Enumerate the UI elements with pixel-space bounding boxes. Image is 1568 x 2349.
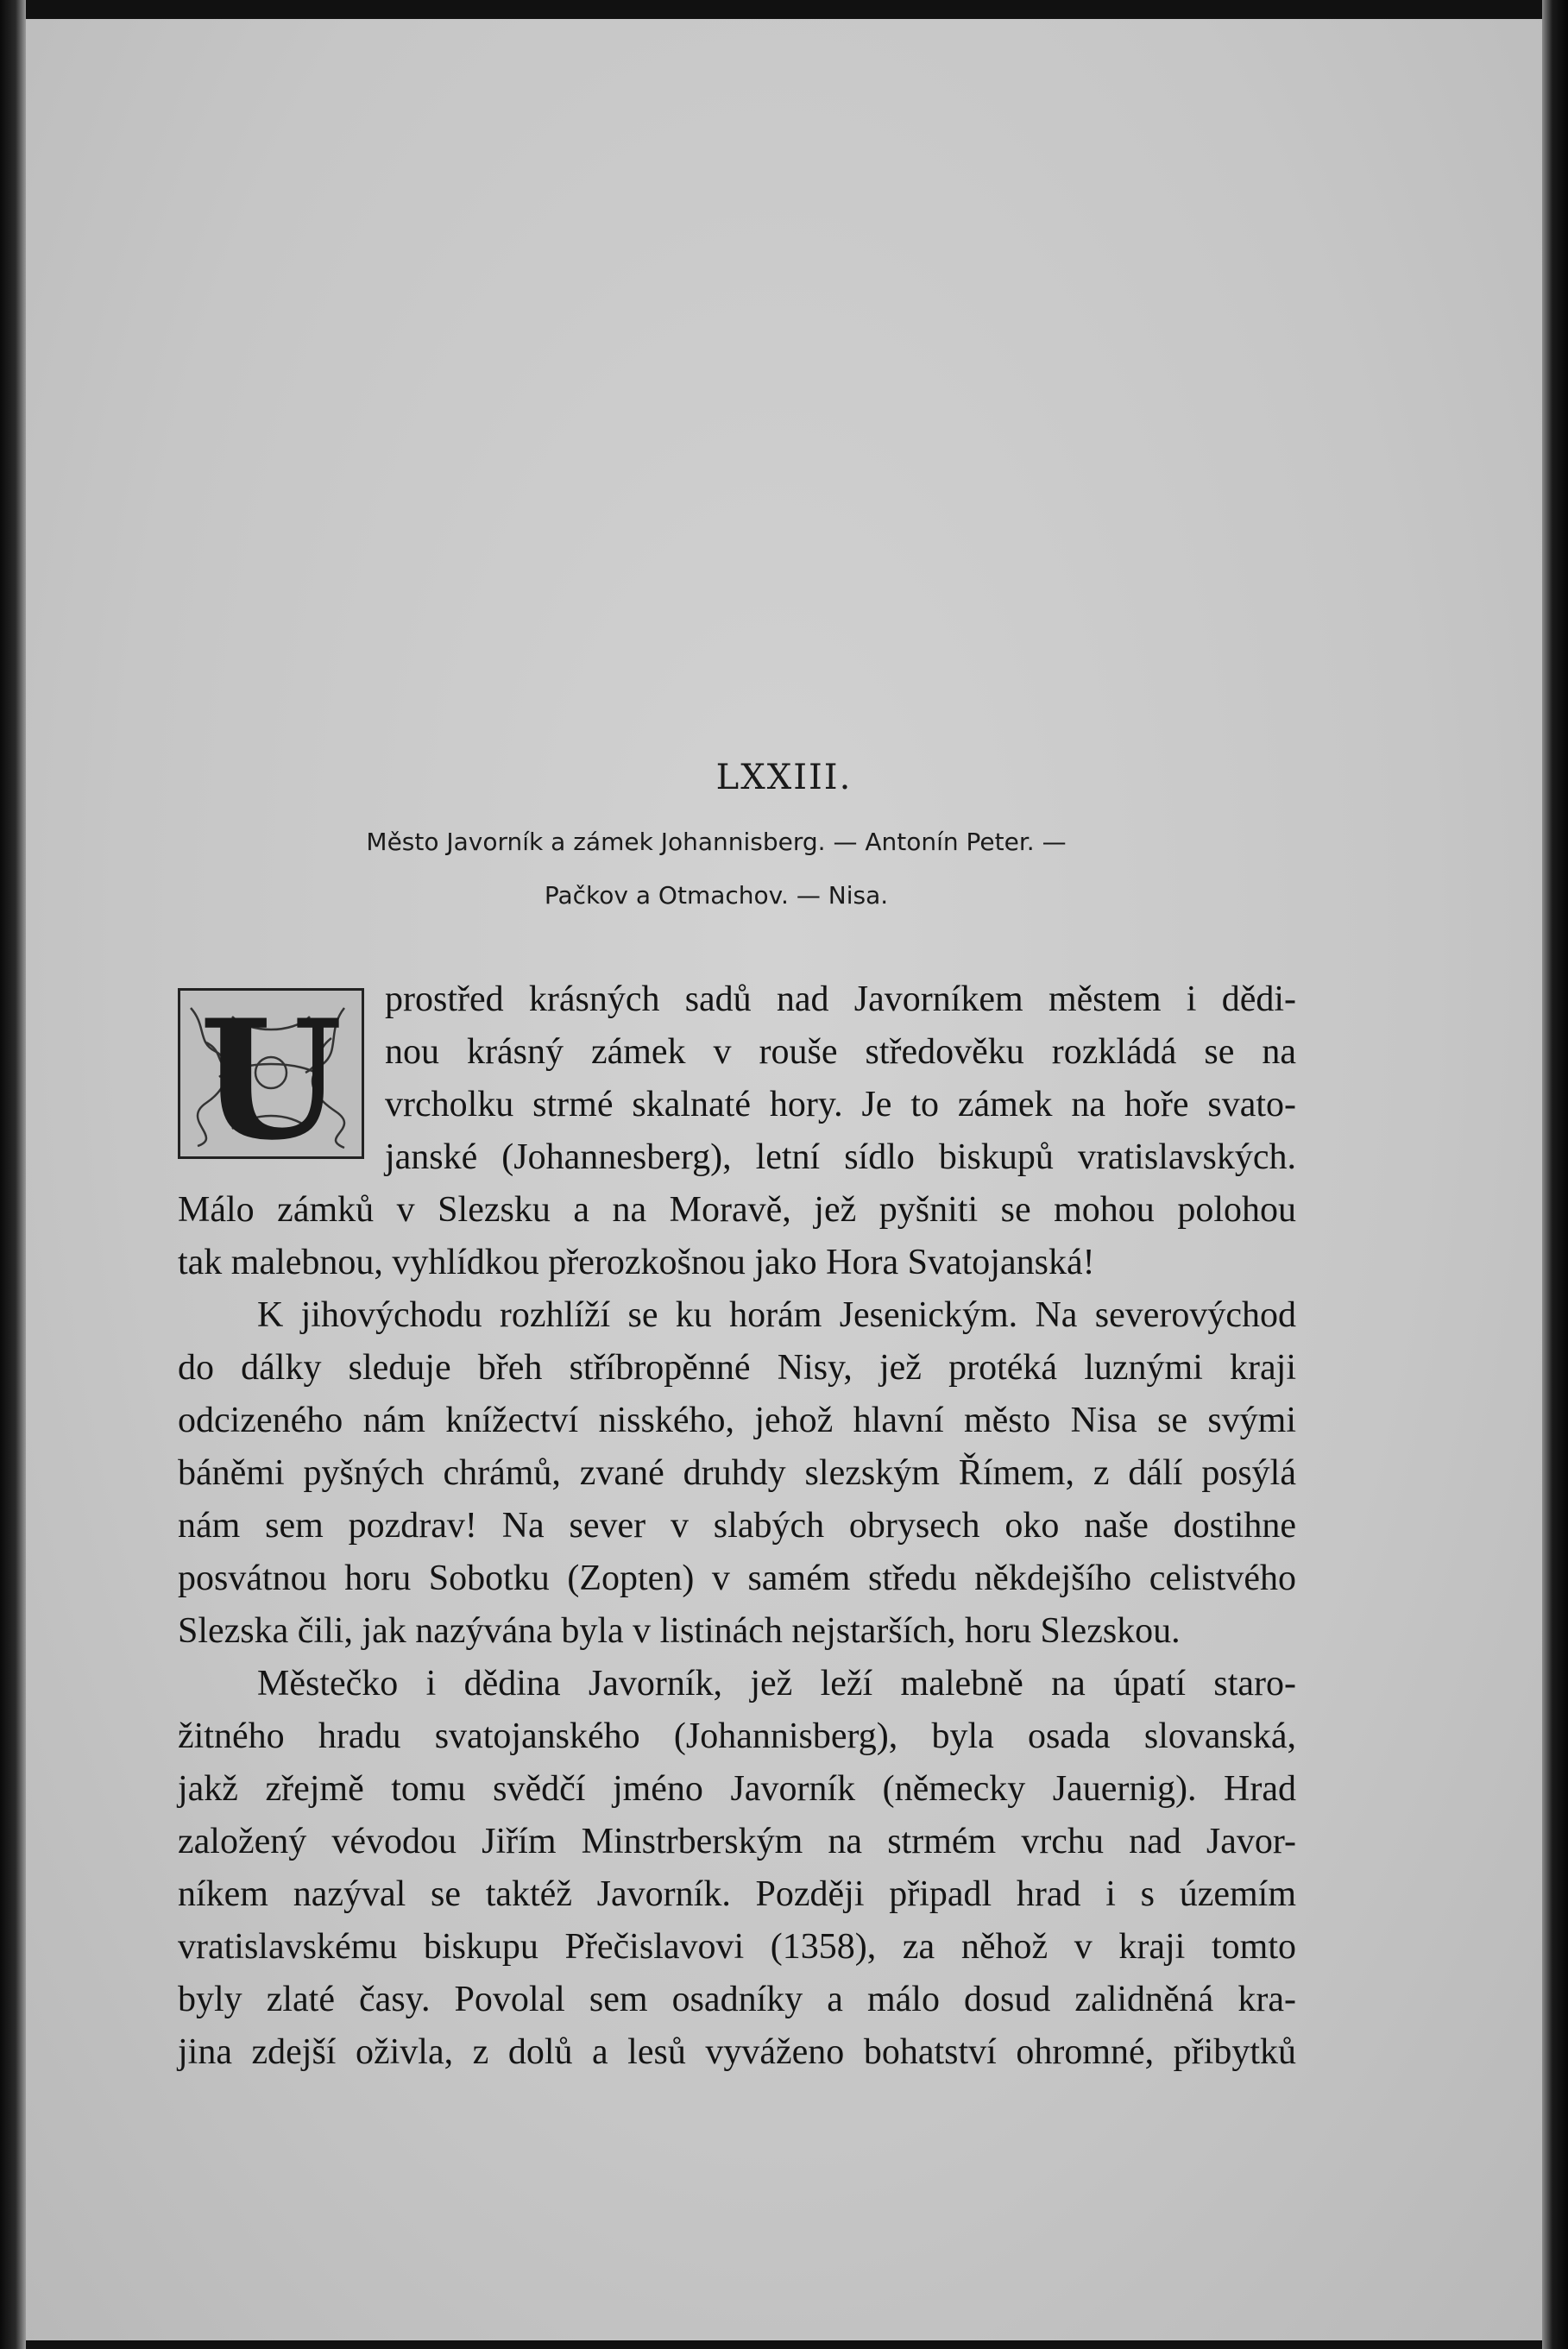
page-edge-shadow (1542, 0, 1568, 2349)
text-line-6: tak malebnou, vyhlídkou přerozkošnou jako Hora Svatojanská! (178, 1243, 1095, 1282)
text-line-1: prostřed krásných sadů nad Javorníkem městem i dědi- (385, 979, 1296, 1019)
chapter-subtitle (155, 816, 1277, 923)
book-spine-shadow (0, 0, 26, 2349)
subtitle-line-2: Pačkov a Otmachov. — Nisa. (544, 881, 889, 910)
text-line-14: Městečko i dědina Javorník, jež leží malebně na úpatí staro- (257, 1664, 1296, 1703)
text-line-13: Slezska čili, jak nazývána byla v listinách nejstarších, horu Slezskou. (178, 1611, 1181, 1651)
text-line-5: Málo zámků v Slezsku a na Moravě, jež pyšniti se mohou polohou (178, 1190, 1296, 1230)
text-line-15: žitného hradu svatojanského (Johannisberg), byla osada slovanská, (178, 1716, 1296, 1756)
text-line-10: báněmi pyšných chrámů, zvané druhdy slezským Římem, z dálí posýlá (178, 1453, 1296, 1493)
text-line-3: vrcholku strmé skalnaté hory. Je to zámek na hoře svato- (385, 1085, 1296, 1124)
text-line-17: založený vévodou Jiřím Minstrberským na strmém vrchu nad Javor- (178, 1822, 1296, 1861)
text-line-9: odcizeného nám knížectví nisského, jehož hlavní město Nisa se svými (178, 1401, 1296, 1440)
text-line-21: jina zdejší oživla, z dolů a lesů vyváženo bohatství ohromné, přibytků (178, 2032, 1296, 2072)
text-line-16: jakž zřejmě tomu svědčí jméno Javorník (německy Jauernig). Hrad (178, 1769, 1296, 1809)
text-line-2: nou krásný zámek v rouše středověku rozkládá se na (385, 1032, 1296, 1072)
text-line-12: posvátnou horu Sobotku (Zopten) v samém středu někdejšího celistvého (178, 1559, 1296, 1598)
text-line-18: níkem nazýval se taktéž Javorník. Později připadl hrad i s územím (178, 1874, 1296, 1914)
chapter-number: LXXIII. (715, 758, 853, 797)
text-line-19: vratislavskému biskupu Přečislavovi (1358), za něhož v kraji tomto (178, 1927, 1296, 1967)
drop-cap-letter: U (199, 991, 343, 1156)
subtitle-line-1: Město Javorník a zámek Johannisberg. — Antonín Peter. — (366, 828, 1067, 856)
body-text (178, 973, 1296, 2079)
text-line-4: janské (Johannesberg), letní sídlo biskupů vratislavských. (385, 1137, 1296, 1177)
text-line-20: byly zlaté časy. Povolal sem osadníky a málo dosud zalidněná kra- (178, 1980, 1296, 2019)
text-line-8: do dálky sleduje břeh stříbropěnné Nisy, jež protéká luznými kraji (178, 1348, 1296, 1388)
text-line-7: K jihovýchodu rozhlíží se ku horám Jesenickým. Na severovýchod (257, 1295, 1296, 1335)
text-line-11: nám sem pozdrav! Na sever v slabých obrysech oko naše dostihne (178, 1506, 1296, 1546)
